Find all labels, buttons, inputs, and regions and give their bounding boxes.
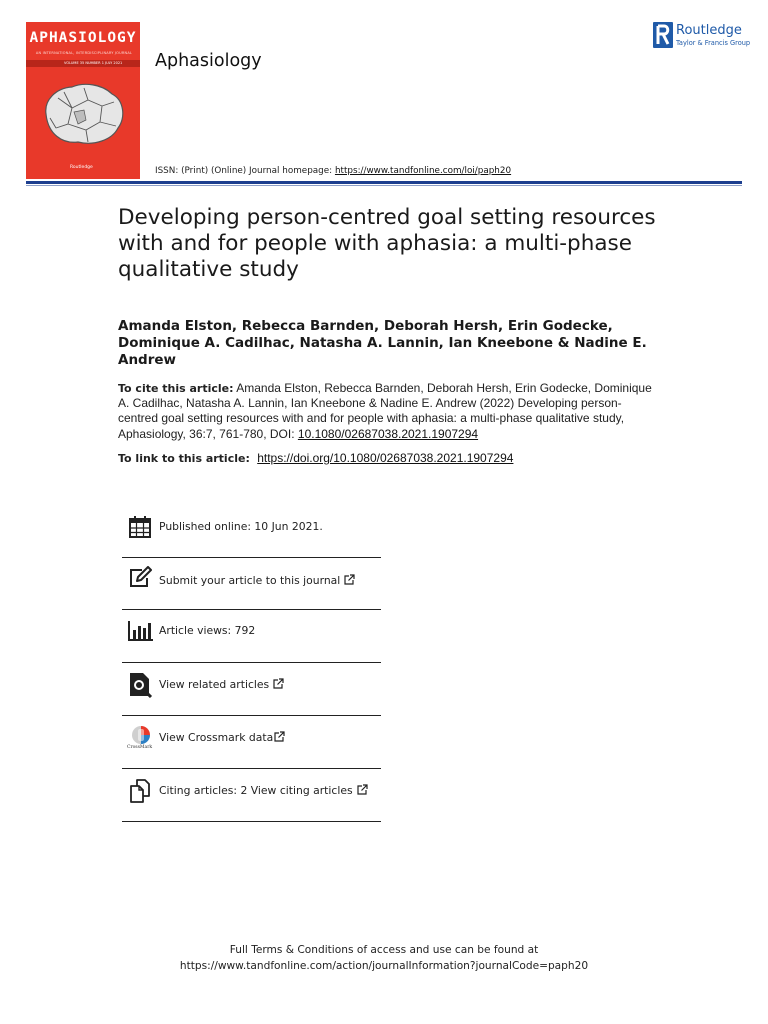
info-divider bbox=[122, 821, 381, 822]
article-authors: Amanda Elston, Rebecca Barnden, Deborah Hersh, Erin Godecke, Dominique A. Cadilhac, Natasha A. Lannin, Ian Kneebone & Nadine E. Andrew bbox=[118, 318, 647, 368]
cover-issue-strip bbox=[26, 60, 140, 67]
cover-title: APHASIOLOGY bbox=[29, 30, 137, 46]
journal-name: Aphasiology bbox=[155, 51, 262, 71]
info-divider bbox=[122, 768, 381, 769]
info-divider bbox=[122, 662, 381, 663]
related-articles-text: View related articles bbox=[159, 678, 270, 691]
footer-line-1: Full Terms & Conditions of access and use can be found at bbox=[229, 944, 539, 956]
external-link-icon bbox=[273, 678, 284, 689]
citing-articles-text: Citing articles: 2 View citing articles bbox=[159, 784, 353, 797]
info-divider bbox=[122, 557, 381, 558]
citation-block bbox=[118, 381, 658, 442]
submit-article-link[interactable] bbox=[159, 574, 355, 587]
info-divider bbox=[122, 609, 381, 610]
publisher-tagline: Taylor & Francis Group bbox=[676, 39, 751, 47]
citing-articles-icon bbox=[128, 778, 154, 804]
issn-line bbox=[155, 166, 511, 176]
citation-text: Amanda Elston, Rebecca Barnden, Deborah Hersh, Erin Godecke, Dominique A. Cadilhac, Natasha A. Lannin, Ian Kneebone & Nadine E. Andrew (2022) Developing person-centred goal setting resources with and for people with aphasia: a multi-phase qualitative study, Aphasiology, 36:7, 761-780, DOI: bbox=[118, 381, 652, 441]
journal-homepage-link[interactable]: https://www.tandfonline.com/loi/paph20 bbox=[334, 166, 512, 176]
external-link-icon bbox=[344, 574, 355, 585]
footer-terms-link[interactable]: https://www.tandfonline.com/action/journalInformation?journalCode=paph20 bbox=[179, 960, 589, 972]
external-link-icon bbox=[357, 784, 368, 795]
cover-issue-text: VOLUME 35 NUMBER 1 JULY 2021 bbox=[64, 61, 123, 65]
calendar-icon bbox=[128, 514, 154, 540]
header-divider-thin bbox=[26, 185, 742, 186]
citing-articles-link[interactable] bbox=[159, 784, 368, 797]
article-views-text: Article views: 792 bbox=[159, 624, 256, 637]
footer-terms bbox=[0, 942, 768, 974]
citation-label: To cite this article: bbox=[118, 382, 234, 395]
cover-publisher: Routledge bbox=[70, 165, 93, 170]
article-link-label: To link to this article: bbox=[118, 452, 250, 465]
external-link-icon bbox=[274, 731, 285, 742]
search-document-icon bbox=[128, 672, 154, 698]
publisher-name: Routledge bbox=[676, 23, 742, 38]
journal-cover bbox=[26, 22, 140, 179]
published-online-text: Published online: 10 Jun 2021. bbox=[159, 520, 323, 533]
submit-article-text: Submit your article to this journal bbox=[159, 574, 341, 587]
doi-link[interactable]: 10.1080/02687038.2021.1907294 bbox=[297, 426, 479, 441]
cover-subtitle: AN INTERNATIONAL, INTERDISCIPLINARY JOURNAL bbox=[35, 51, 133, 55]
article-link-url[interactable]: https://doi.org/10.1080/02687038.2021.1907294 bbox=[257, 451, 514, 465]
article-title: Developing person-centred goal setting resources with and for people with aphasia: a multi-phase qualitative study bbox=[118, 205, 656, 282]
crossmark-text: View Crossmark data bbox=[159, 731, 274, 744]
edit-icon bbox=[128, 566, 154, 592]
routledge-logo-icon bbox=[653, 22, 673, 48]
issn-text: ISSN: (Print) (Online) Journal homepage: bbox=[155, 166, 335, 176]
bar-chart-icon bbox=[128, 619, 154, 645]
info-divider bbox=[122, 715, 381, 716]
brain-map-image bbox=[38, 78, 128, 150]
crossmark-link[interactable] bbox=[159, 731, 285, 744]
related-articles-link[interactable] bbox=[159, 678, 284, 691]
header-divider bbox=[26, 181, 742, 184]
crossmark-caption: CrossMark bbox=[127, 745, 153, 750]
article-link-line bbox=[118, 451, 513, 465]
